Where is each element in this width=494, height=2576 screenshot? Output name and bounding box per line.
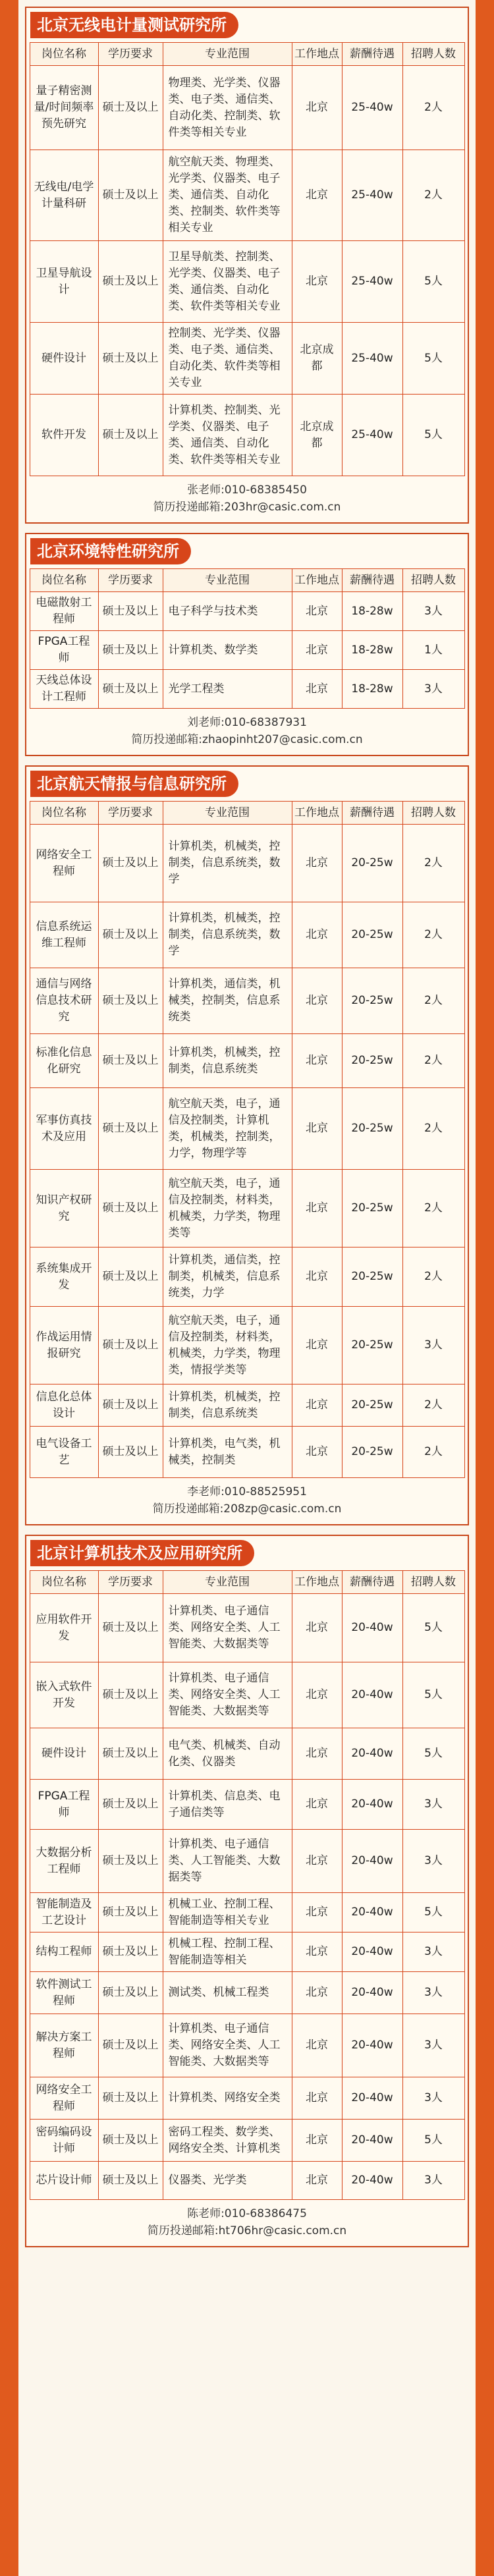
resume-email[interactable]: 简历投递邮箱:zhaopinht207@casic.com.cn (131, 733, 363, 746)
table-row (30, 2120, 464, 2162)
headcount-cell: 5人 (402, 241, 464, 323)
headcount-cell: 2人 (402, 1170, 464, 1247)
salary-cell: 20-25w (342, 1034, 402, 1088)
section-title: 北京计算机技术及应用研究所 (30, 1540, 254, 1566)
major-cell: 计算机类，机械类，控制类，信息系统类 (163, 1384, 292, 1427)
column-header: 招聘人数 (402, 802, 464, 825)
education-cell: 硕士及以上 (98, 1427, 163, 1478)
education-cell: 硕士及以上 (98, 2014, 163, 2077)
location-cell: 北京 (292, 1247, 342, 1307)
resume-email[interactable]: 简历投递邮箱:208zp@casic.com.cn (152, 1502, 342, 1516)
resume-email[interactable]: 简历投递邮箱:203hr@casic.com.cn (153, 501, 341, 514)
location-cell: 北京 (292, 1427, 342, 1478)
column-header: 工作地点 (292, 1571, 342, 1594)
headcount-cell: 3人 (402, 2162, 464, 2200)
table-row (30, 395, 464, 476)
major-cell: 航空航天类、物理类、光学类、仪器类、电子类、通信类、自动化类、控制类、软件类等相关专业 (163, 150, 292, 241)
table-row (30, 1384, 464, 1427)
column-header: 薪酬待遇 (342, 1571, 402, 1594)
table-row (30, 241, 464, 323)
location-cell: 北京 (292, 631, 342, 670)
education-cell: 硕士及以上 (98, 1893, 163, 1932)
table-row (30, 2014, 464, 2077)
column-header: 学历要求 (98, 802, 163, 825)
salary-cell: 20-40w (342, 2014, 402, 2077)
position-cell: 结构工程师 (30, 1932, 98, 1972)
major-cell: 计算机类、信息类、电子通信类等 (163, 1780, 292, 1830)
headcount-cell: 2人 (402, 66, 464, 150)
headcount-cell: 5人 (402, 323, 464, 395)
column-header: 薪酬待遇 (342, 802, 402, 825)
contact-block (26, 709, 468, 755)
position-cell: 量子精密测量/时间频率预先研究 (30, 66, 98, 150)
position-cell: 解决方案工程师 (30, 2014, 98, 2077)
position-cell: 软件开发 (30, 395, 98, 476)
column-header: 招聘人数 (402, 569, 464, 592)
column-header: 工作地点 (292, 802, 342, 825)
table-row (30, 1932, 464, 1972)
table-row (30, 1662, 464, 1728)
position-cell: 软件测试工程师 (30, 1972, 98, 2014)
salary-cell: 25-40w (342, 66, 402, 150)
location-cell: 北京 (292, 2077, 342, 2120)
education-cell: 硕士及以上 (98, 2120, 163, 2162)
position-cell: 标准化信息化研究 (30, 1034, 98, 1088)
table-header-row (30, 1571, 464, 1594)
jobs-table (30, 42, 465, 476)
table-row (30, 968, 464, 1034)
location-cell: 北京 (292, 2014, 342, 2077)
headcount-cell: 5人 (402, 1662, 464, 1728)
salary-cell: 20-25w (342, 1427, 402, 1478)
major-cell: 计算机类，机械类，控制类，信息系统类，数学 (163, 902, 292, 968)
major-cell: 计算机类、电子通信类、网络安全类、人工智能类、大数据类等 (163, 2014, 292, 2077)
salary-cell: 20-25w (342, 1384, 402, 1427)
table-row (30, 1594, 464, 1662)
major-cell: 计算机类，机械类，控制类，信息系统类，数学 (163, 825, 292, 902)
headcount-cell: 1人 (402, 631, 464, 670)
education-cell: 硕士及以上 (98, 825, 163, 902)
education-cell: 硕士及以上 (98, 323, 163, 395)
education-cell: 硕士及以上 (98, 2077, 163, 2120)
headcount-cell: 2人 (402, 1034, 464, 1088)
table-row (30, 2162, 464, 2200)
table-row (30, 631, 464, 670)
major-cell: 计算机类，机械类，控制类，信息系统类 (163, 1034, 292, 1088)
location-cell: 北京 (292, 241, 342, 323)
salary-cell: 20-40w (342, 1728, 402, 1780)
column-header: 薪酬待遇 (342, 569, 402, 592)
salary-cell: 20-25w (342, 902, 402, 968)
headcount-cell: 2人 (402, 902, 464, 968)
position-cell: 网络安全工程师 (30, 825, 98, 902)
education-cell: 硕士及以上 (98, 592, 163, 631)
position-cell: 天线总体设计工程师 (30, 670, 98, 709)
position-cell: 网络安全工程师 (30, 2077, 98, 2120)
contact-person: 刘老师:010-68387931 (187, 716, 307, 729)
salary-cell: 20-40w (342, 1893, 402, 1932)
location-cell: 北京 (292, 592, 342, 631)
table-row (30, 1893, 464, 1932)
column-header: 岗位名称 (30, 43, 98, 66)
contact-block (26, 476, 468, 522)
location-cell: 北京 (292, 902, 342, 968)
institute-section (25, 765, 469, 1525)
location-cell: 北京 (292, 1830, 342, 1893)
table-row (30, 1780, 464, 1830)
position-cell: 知识产权研究 (30, 1170, 98, 1247)
headcount-cell: 2人 (402, 968, 464, 1034)
major-cell: 计算机类、控制类、光学类、仪器类、电子类、通信类、自动化类、软件类等相关专业 (163, 395, 292, 476)
salary-cell: 20-25w (342, 1088, 402, 1170)
salary-cell: 20-40w (342, 1932, 402, 1972)
column-header: 招聘人数 (402, 1571, 464, 1594)
salary-cell: 20-40w (342, 2077, 402, 2120)
column-header: 专业范围 (163, 802, 292, 825)
education-cell: 硕士及以上 (98, 902, 163, 968)
salary-cell: 20-25w (342, 968, 402, 1034)
salary-cell: 20-40w (342, 2120, 402, 2162)
position-cell: 系统集成开发 (30, 1247, 98, 1307)
position-cell: FPGA工程师 (30, 631, 98, 670)
education-cell: 硕士及以上 (98, 1170, 163, 1247)
headcount-cell: 2人 (402, 150, 464, 241)
education-cell: 硕士及以上 (98, 1088, 163, 1170)
salary-cell: 20-25w (342, 1247, 402, 1307)
table-row (30, 1728, 464, 1780)
major-cell: 密码工程类、数学类、网络安全类、计算机类 (163, 2120, 292, 2162)
headcount-cell: 3人 (402, 1932, 464, 1972)
table-row (30, 1307, 464, 1384)
headcount-cell: 5人 (402, 1728, 464, 1780)
jobs-table (30, 801, 465, 1478)
salary-cell: 20-40w (342, 1972, 402, 2014)
education-cell: 硕士及以上 (98, 670, 163, 709)
education-cell: 硕士及以上 (98, 1728, 163, 1780)
table-header-row (30, 43, 464, 66)
column-header: 招聘人数 (402, 43, 464, 66)
major-cell: 测试类、机械工程类 (163, 1972, 292, 2014)
location-cell: 北京 (292, 2162, 342, 2200)
education-cell: 硕士及以上 (98, 1972, 163, 2014)
education-cell: 硕士及以上 (98, 1247, 163, 1307)
table-row (30, 1088, 464, 1170)
location-cell: 北京 (292, 66, 342, 150)
column-header: 学历要求 (98, 1571, 163, 1594)
location-cell: 北京 (292, 1034, 342, 1088)
column-header: 岗位名称 (30, 1571, 98, 1594)
salary-cell: 25-40w (342, 241, 402, 323)
education-cell: 硕士及以上 (98, 1034, 163, 1088)
major-cell: 航空航天类，电子，通信及控制类，材料类，机械类，力学类，物理类，情报学类等 (163, 1307, 292, 1384)
column-header: 工作地点 (292, 569, 342, 592)
table-row (30, 592, 464, 631)
contact-block (26, 1478, 468, 1524)
table-header-row (30, 569, 464, 592)
headcount-cell: 2人 (402, 1247, 464, 1307)
major-cell: 电子科学与技术类 (163, 592, 292, 631)
institute-section (25, 533, 469, 756)
major-cell: 计算机类、数学类 (163, 631, 292, 670)
table-row (30, 902, 464, 968)
table-row (30, 1972, 464, 2014)
education-cell: 硕士及以上 (98, 968, 163, 1034)
major-cell: 仪器类、光学类 (163, 2162, 292, 2200)
location-cell: 北京 (292, 2120, 342, 2162)
column-header: 工作地点 (292, 43, 342, 66)
table-row (30, 825, 464, 902)
resume-email[interactable]: 简历投递邮箱:ht706hr@casic.com.cn (147, 2224, 347, 2237)
table-row (30, 1170, 464, 1247)
table-header-row (30, 802, 464, 825)
headcount-cell: 3人 (402, 1830, 464, 1893)
education-cell: 硕士及以上 (98, 631, 163, 670)
headcount-cell: 2人 (402, 1088, 464, 1170)
headcount-cell: 2人 (402, 1427, 464, 1478)
major-cell: 计算机类，电气类，机械类，控制类 (163, 1427, 292, 1478)
salary-cell: 20-25w (342, 825, 402, 902)
salary-cell: 20-40w (342, 1594, 402, 1662)
major-cell: 控制类、光学类、仪器类、电子类、通信类、自动化类、软件类等相关专业 (163, 323, 292, 395)
position-cell: 智能制造及工艺设计 (30, 1893, 98, 1932)
major-cell: 物理类、光学类、仪器类、电子类、通信类、自动化类、控制类、软件类等相关专业 (163, 66, 292, 150)
position-cell: 信息系统运维工程师 (30, 902, 98, 968)
location-cell: 北京 (292, 1384, 342, 1427)
location-cell: 北京 (292, 1088, 342, 1170)
jobs-table (30, 1570, 465, 2200)
table-row (30, 1247, 464, 1307)
column-header: 学历要求 (98, 43, 163, 66)
position-cell: 电磁散射工程师 (30, 592, 98, 631)
section-title: 北京航天情报与信息研究所 (30, 771, 238, 797)
position-cell: FPGA工程师 (30, 1780, 98, 1830)
column-header: 岗位名称 (30, 569, 98, 592)
section-title: 北京无线电计量测试研究所 (30, 12, 238, 38)
location-cell: 北京 (292, 1932, 342, 1972)
column-header: 薪酬待遇 (342, 43, 402, 66)
location-cell: 北京 (292, 1307, 342, 1384)
major-cell: 卫星导航类、控制类、光学类、仪器类、电子类、通信类、自动化类、软件类等相关专业 (163, 241, 292, 323)
headcount-cell: 5人 (402, 395, 464, 476)
column-header: 岗位名称 (30, 802, 98, 825)
salary-cell: 20-25w (342, 1170, 402, 1247)
location-cell: 北京 (292, 1780, 342, 1830)
salary-cell: 18-28w (342, 631, 402, 670)
table-row (30, 670, 464, 709)
position-cell: 大数据分析工程师 (30, 1830, 98, 1893)
salary-cell: 25-40w (342, 323, 402, 395)
contact-person: 李老师:010-88525951 (187, 1485, 307, 1498)
education-cell: 硕士及以上 (98, 1830, 163, 1893)
education-cell: 硕士及以上 (98, 1932, 163, 1972)
headcount-cell: 3人 (402, 2077, 464, 2120)
column-header: 专业范围 (163, 569, 292, 592)
position-cell: 卫星导航设计 (30, 241, 98, 323)
table-row (30, 150, 464, 241)
major-cell: 机械工业、控制工程、智能制造等相关专业 (163, 1893, 292, 1932)
education-cell: 硕士及以上 (98, 2162, 163, 2200)
location-cell: 北京成都 (292, 395, 342, 476)
education-cell: 硕士及以上 (98, 1594, 163, 1662)
major-cell: 光学工程类 (163, 670, 292, 709)
position-cell: 无线电/电学计量科研 (30, 150, 98, 241)
education-cell: 硕士及以上 (98, 150, 163, 241)
salary-cell: 20-40w (342, 1780, 402, 1830)
position-cell: 密码编码设计师 (30, 2120, 98, 2162)
institute-section (25, 1535, 469, 2247)
salary-cell: 20-25w (342, 1307, 402, 1384)
salary-cell: 20-40w (342, 1662, 402, 1728)
position-cell: 信息化总体设计 (30, 1384, 98, 1427)
jobs-table (30, 568, 465, 709)
headcount-cell: 3人 (402, 2014, 464, 2077)
salary-cell: 25-40w (342, 395, 402, 476)
location-cell: 北京 (292, 150, 342, 241)
major-cell: 航空航天类，电子，通信及控制类，材料类，机械类，力学类，物理类等 (163, 1170, 292, 1247)
education-cell: 硕士及以上 (98, 1780, 163, 1830)
major-cell: 机械工程、控制工程、智能制造等相关 (163, 1932, 292, 1972)
major-cell: 航空航天类，电子，通信及控制类，计算机类，机械类，控制类，力学，物理学等 (163, 1088, 292, 1170)
major-cell: 计算机类，通信类，控制类，机械类，信息系统类，力学 (163, 1247, 292, 1307)
salary-cell: 25-40w (342, 150, 402, 241)
recruitment-page (18, 0, 476, 2576)
salary-cell: 20-40w (342, 1830, 402, 1893)
institute-section (25, 7, 469, 524)
section-title: 北京环境特性研究所 (30, 538, 191, 564)
position-cell: 通信与网络信息技术研究 (30, 968, 98, 1034)
position-cell: 硬件设计 (30, 323, 98, 395)
headcount-cell: 5人 (402, 2120, 464, 2162)
position-cell: 嵌入式软件开发 (30, 1662, 98, 1728)
headcount-cell: 3人 (402, 670, 464, 709)
major-cell: 计算机类，通信类，机械类，控制类，信息系统类 (163, 968, 292, 1034)
education-cell: 硕士及以上 (98, 1384, 163, 1427)
headcount-cell: 3人 (402, 592, 464, 631)
location-cell: 北京 (292, 1972, 342, 2014)
sections-container (18, 7, 476, 2247)
table-row (30, 323, 464, 395)
headcount-cell: 3人 (402, 1972, 464, 2014)
table-row (30, 1034, 464, 1088)
table-row (30, 1427, 464, 1478)
position-cell: 电气设备工艺 (30, 1427, 98, 1478)
contact-person: 张老师:010-68385450 (187, 483, 307, 497)
headcount-cell: 2人 (402, 1384, 464, 1427)
table-row (30, 2077, 464, 2120)
major-cell: 计算机类、电子通信类、网络安全类、人工智能类、大数据类等 (163, 1594, 292, 1662)
education-cell: 硕士及以上 (98, 1307, 163, 1384)
column-header: 专业范围 (163, 1571, 292, 1594)
education-cell: 硕士及以上 (98, 395, 163, 476)
salary-cell: 18-28w (342, 670, 402, 709)
education-cell: 硕士及以上 (98, 1662, 163, 1728)
contact-person: 陈老师:010-68386475 (187, 2207, 307, 2220)
location-cell: 北京 (292, 1728, 342, 1780)
education-cell: 硕士及以上 (98, 66, 163, 150)
column-header: 专业范围 (163, 43, 292, 66)
headcount-cell: 3人 (402, 1307, 464, 1384)
location-cell: 北京 (292, 968, 342, 1034)
location-cell: 北京 (292, 1170, 342, 1247)
salary-cell: 20-40w (342, 2162, 402, 2200)
table-row (30, 1830, 464, 1893)
headcount-cell: 2人 (402, 825, 464, 902)
major-cell: 计算机类、网络安全类 (163, 2077, 292, 2120)
headcount-cell: 5人 (402, 1594, 464, 1662)
location-cell: 北京 (292, 1893, 342, 1932)
position-cell: 硬件设计 (30, 1728, 98, 1780)
location-cell: 北京 (292, 1594, 342, 1662)
location-cell: 北京 (292, 825, 342, 902)
headcount-cell: 5人 (402, 1893, 464, 1932)
column-header: 学历要求 (98, 569, 163, 592)
table-row (30, 66, 464, 150)
position-cell: 芯片设计师 (30, 2162, 98, 2200)
position-cell: 应用软件开发 (30, 1594, 98, 1662)
salary-cell: 18-28w (342, 592, 402, 631)
major-cell: 计算机类、电子通信类、人工智能类、大数据类等 (163, 1830, 292, 1893)
contact-block (26, 2200, 468, 2246)
position-cell: 军事仿真技术及应用 (30, 1088, 98, 1170)
major-cell: 计算机类、电子通信类、网络安全类、人工智能类、大数据类等 (163, 1662, 292, 1728)
education-cell: 硕士及以上 (98, 241, 163, 323)
position-cell: 作战运用情报研究 (30, 1307, 98, 1384)
location-cell: 北京 (292, 670, 342, 709)
headcount-cell: 3人 (402, 1780, 464, 1830)
major-cell: 电气类、机械类、自动化类、仪器类 (163, 1728, 292, 1780)
location-cell: 北京成都 (292, 323, 342, 395)
location-cell: 北京 (292, 1662, 342, 1728)
